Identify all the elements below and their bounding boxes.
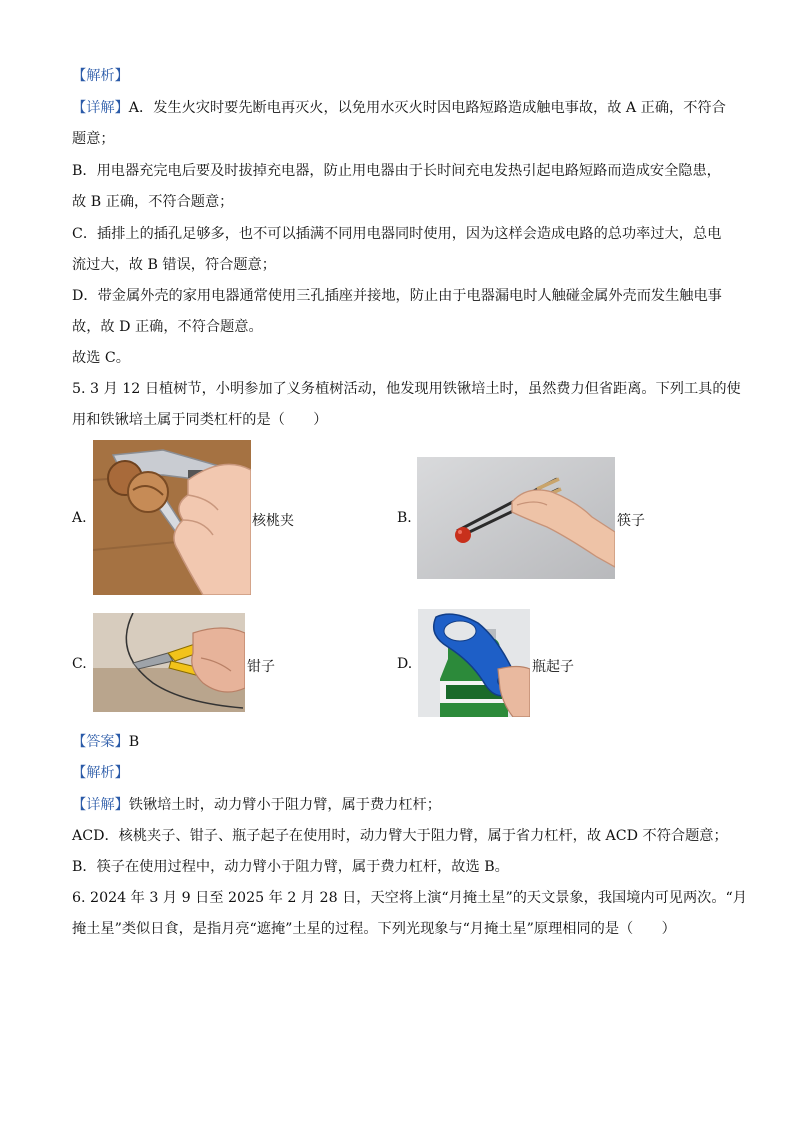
answer-tag: 【答案】 (72, 734, 129, 750)
conclusion-text: 故选 C。 (72, 350, 130, 366)
answer-value: B (128, 734, 140, 750)
option-c-label: 钳子 (247, 659, 275, 675)
answer-line (72, 732, 139, 752)
detail-text: 故，故 D 正确，不符合题意。 (72, 319, 263, 335)
option-a-letter: A. (72, 510, 87, 526)
detail-paragraph-line (72, 98, 726, 118)
detail-text: ACD．核桃夹子、钳子、瓶子起子在使用时，动力臂大于阻力臂，属于省力杠杆，故 ACD 不符合题意； (72, 828, 728, 844)
detail-text: 故 B 正确，不符合题意； (72, 194, 234, 210)
chopsticks-photo (417, 457, 615, 579)
detail-text: 铁锹培土时，动力臂小于阻力臂，属于费力杠杆； (128, 797, 441, 813)
detail-text: C．插排上的插孔足够多，也不可以插满不同用电器同时使用，因为这样会造成电路的总功率过大，总电 (72, 226, 722, 242)
detail-text: 题意； (72, 131, 115, 147)
walnut-cracker-photo (93, 440, 251, 595)
question-6-text: 6. 2024 年 3 月 9 日至 2025 年 2 月 28 日，天空将上演“月掩土星”的天文景象，我国境内可见两次。“月 (72, 890, 747, 906)
option-d-label: 瓶起子 (532, 659, 574, 675)
detail-tag: 【详解】 (72, 797, 129, 813)
detail-paragraph-line (72, 795, 441, 815)
detail-tag: 【详解】 (72, 100, 129, 116)
analysis-tag: 【解析】 (72, 765, 129, 781)
question-5-text: 用和铁锹培土属于同类杠杆的是（ ） (72, 412, 328, 428)
option-c-letter: C. (72, 656, 87, 672)
detail-text: B．筷子在使用过程中，动力臂小于阻力臂，属于费力杠杆，故选 B。 (72, 859, 509, 875)
analysis-tag: 【解析】 (72, 68, 129, 84)
detail-text: D．带金属外壳的家用电器通常使用三孔插座并接地，防止由于电器漏电时人触碰金属外壳而发生触电事 (72, 288, 722, 304)
option-b-letter: B. (397, 510, 412, 526)
bottle-opener-photo (418, 609, 530, 717)
question-5-text: 5. 3 月 12 日植树节，小明参加了义务植树活动，他发现用铁锹培土时，虽然费力但省距离。下列工具的使 (72, 381, 741, 397)
option-d-letter: D. (397, 656, 413, 672)
pliers-photo (93, 613, 245, 712)
detail-text: A．发生火灾时要先断电再灭火，以免用水灭火时因电路短路造成触电事故，故 A 正确，不符合 (128, 100, 726, 116)
option-b-label: 筷子 (617, 513, 645, 529)
question-6-text: 掩土星”类似日食，是指月亮“遮掩”土星的过程。下列光现象与“月掩土星”原理相同的是（ ） (72, 921, 676, 937)
detail-text: 流过大，故 B 错误，符合题意； (72, 257, 276, 273)
detail-text: B．用电器充完电后要及时拔掉充电器，防止用电器由于长时间充电发热引起电路短路而造成安全隐患， (72, 163, 721, 179)
option-a-label: 核桃夹 (252, 513, 294, 529)
